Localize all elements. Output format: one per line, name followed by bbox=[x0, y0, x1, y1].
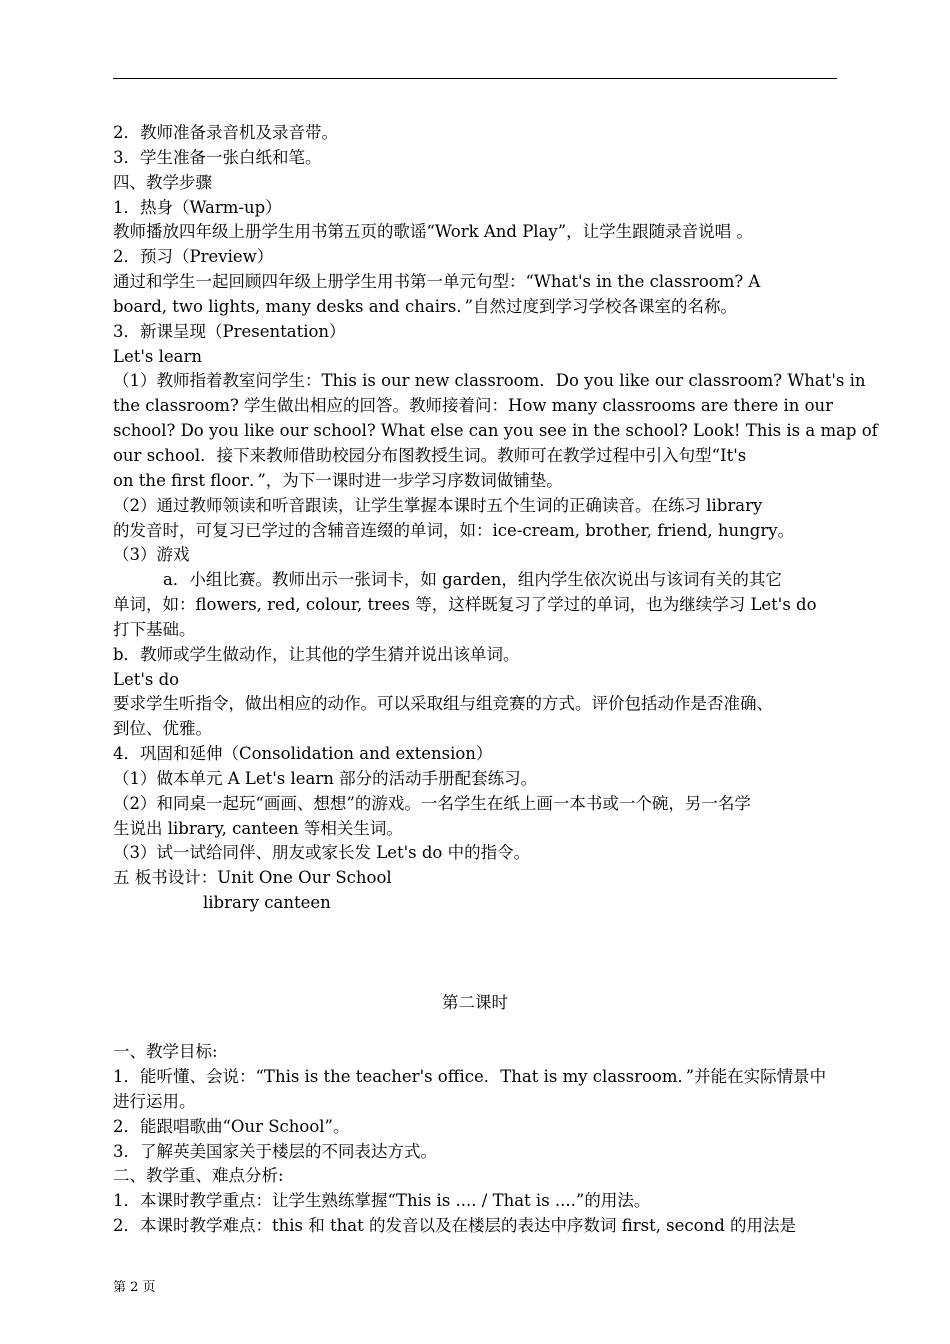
text-line: our school．接下来教师借助校园分布图教授生词。教师可在教学过程中引入句型“It's bbox=[113, 445, 747, 465]
text-line: 要求学生听指令，做出相应的动作。可以采取组与组竞赛的方式。评价包括动作是否准确、 bbox=[113, 694, 773, 714]
step-heading: 4．巩固和延伸（Consolidation and extension） bbox=[113, 744, 493, 764]
section-heading: 四、教学步骤 bbox=[113, 172, 212, 192]
text-line: 到位、优雅。 bbox=[113, 719, 212, 739]
text-line: 1．能听懂、会说：“This is the teacher's office．That is my classroom．”并能在实际情景中 bbox=[113, 1067, 827, 1087]
section-heading: 一、教学目标: bbox=[113, 1042, 218, 1062]
text-line: 3．了解英美国家关于楼层的不同表达方式。 bbox=[113, 1141, 437, 1161]
header-rule bbox=[113, 78, 837, 79]
step-heading: 1．热身（Warm-up） bbox=[113, 197, 282, 217]
text-line: 通过和学生一起回顾四年级上册学生用书第一单元句型：“What's in the classroom? A bbox=[113, 272, 761, 292]
text-line: b．教师或学生做动作，让其他的学生猜并说出该单词。 bbox=[113, 644, 520, 664]
lesson-title: 第二课时 bbox=[442, 992, 508, 1012]
text-line: 2．本课时教学难点：this 和 that 的发音以及在楼层的表达中序数词 first, second 的用法是 bbox=[113, 1216, 797, 1236]
text-line: （3）试一试给同伴、朋友或家长发 Let's do 中的指令。 bbox=[113, 843, 531, 863]
document-body bbox=[113, 121, 878, 1239]
text-line: 的发音时，可复习已学过的含辅音连缀的单词，如：ice-cream, brother, friend, hungry。 bbox=[113, 520, 795, 540]
subheading: （3）游戏 bbox=[113, 545, 190, 565]
text-line: 3．学生准备一张白纸和笔。 bbox=[113, 147, 322, 167]
text-line: 进行运用。 bbox=[113, 1091, 196, 1111]
board-design-words: library canteen bbox=[203, 893, 331, 913]
blank-line bbox=[113, 966, 837, 991]
board-design-heading: 五 板书设计：Unit One Our School bbox=[113, 868, 392, 888]
text-line: the classroom? 学生做出相应的回答。教师接着问：How many classrooms are there in our bbox=[113, 396, 834, 416]
text-line: （1）做本单元 A Let's learn 部分的活动手册配套练习。 bbox=[113, 768, 538, 788]
page-number: 第 2 页 bbox=[113, 1280, 156, 1295]
text-line: 2．教师准备录音机及录音带。 bbox=[113, 123, 338, 142]
step-heading: 3．新课呈现（Presentation） bbox=[113, 321, 346, 341]
text-line: （2）和同桌一起玩“画画、想想”的游戏。一名学生在纸上画一本书或一个碗，另一名学 bbox=[113, 793, 751, 813]
step-heading: 2．预习（Preview） bbox=[113, 247, 274, 267]
text-line: on the first floor．”，为下一课时进一步学习序数词做铺垫。 bbox=[113, 470, 563, 490]
text-line: 单词，如：flowers, red, colour, trees 等，这样既复习了学过的单词，也为继续学习 Let's do bbox=[113, 595, 817, 615]
text-line: （2）通过教师领读和听音跟读，让学生掌握本课时五个生词的正确读音。在练习 library bbox=[113, 495, 763, 515]
text-line: a．小组比赛。教师出示一张词卡，如 garden，组内学生依次说出与该词有关的其它 bbox=[163, 570, 782, 590]
text-line: 2．能跟唱歌曲“Our School”。 bbox=[113, 1116, 350, 1136]
text-line: 打下基础。 bbox=[113, 619, 196, 639]
text-line: （1）教师指着教室问学生：This is our new classroom．Do you like our classroom? What's in bbox=[113, 371, 866, 391]
text-line: school? Do you like our school? What else can you see in the school? Look! This is a map of bbox=[113, 421, 878, 441]
text-line: 1．本课时教学重点：让学生熟练掌握“This is .... / That is ....”的用法。 bbox=[113, 1191, 651, 1211]
text-line: 教师播放四年级上册学生用书第五页的歌谣“Work And Play”，让学生跟随录音说唱 。 bbox=[113, 222, 753, 242]
subheading: Let's learn bbox=[113, 346, 202, 366]
text-line: 生说出 library, canteen 等相关生词。 bbox=[113, 818, 403, 838]
blank-line bbox=[113, 916, 837, 941]
text-line: board, two lights, many desks and chairs．”自然过度到学习学校各课室的名称。 bbox=[113, 296, 738, 316]
subheading: Let's do bbox=[113, 669, 180, 689]
section-heading: 二、教学重、难点分析: bbox=[113, 1166, 284, 1186]
blank-line bbox=[113, 1015, 837, 1040]
blank-line bbox=[113, 941, 837, 966]
